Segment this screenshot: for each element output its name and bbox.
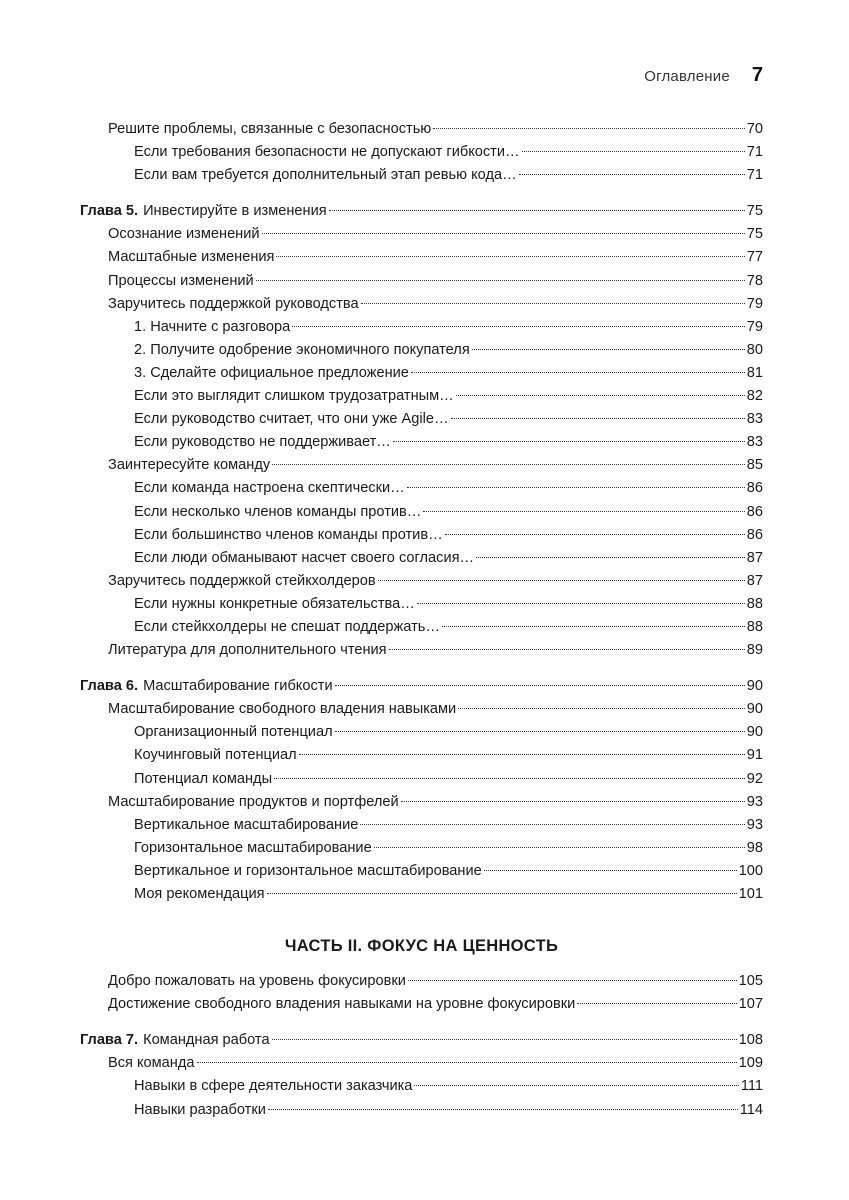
chapter-prefix: Глава 6. (80, 678, 139, 695)
toc-entry-page: 71 (746, 144, 763, 161)
toc-entry-title: Если требования безопасности не допускают гибкости… (134, 144, 520, 161)
toc-entry-page: 79 (746, 318, 763, 335)
toc-entry-title: Достижение свободного владения навыками на уровне фокусировки (108, 996, 576, 1013)
toc-entry-title: Заинтересуйте команду (108, 457, 271, 474)
toc-entry-title: 3. Сделайте официальное предложение (134, 364, 409, 381)
toc-entry-page: 90 (746, 701, 763, 718)
toc-entry-title: Если руководство не поддерживает… (134, 434, 391, 451)
toc-entry (80, 293, 763, 316)
toc-entry (80, 362, 763, 385)
toc-entry (80, 164, 763, 187)
toc-entry-title: Процессы изменений (108, 272, 254, 289)
toc-entry-title: Моя рекомендация (134, 886, 265, 902)
chapter-prefix: Глава 7. (80, 1032, 139, 1049)
dot-leader (414, 1085, 738, 1086)
toc-entry (80, 639, 763, 662)
toc-entry-page: 86 (746, 503, 763, 520)
toc-entry-title: Если стейкхолдеры не спешат поддержать… (134, 618, 440, 635)
dot-leader (411, 372, 745, 373)
toc-entry-title: 1. Начните с разговора (134, 318, 291, 335)
toc-entry-page: 92 (746, 770, 763, 787)
toc-entry-title: Заручитесь поддержкой руководства (108, 295, 359, 312)
toc-entry-title: Коучинговый потенциал (134, 747, 297, 764)
toc-entry-page: 93 (746, 793, 763, 810)
toc-entry (80, 698, 763, 721)
toc-entry (80, 501, 763, 524)
toc-entry (80, 570, 763, 593)
toc-entry-page: 75 (746, 203, 763, 220)
dot-leader (389, 649, 745, 650)
dot-leader (458, 708, 745, 709)
toc-entry-title: Масштабные изменения (108, 249, 275, 266)
toc-entry-title: Если вам требуется дополнительный этап ревью кода… (134, 167, 517, 184)
toc-entry-page: 71 (746, 167, 763, 184)
toc-entry-page: 91 (746, 747, 763, 764)
dot-leader (577, 1003, 736, 1004)
toc-entry-title: Решите проблемы, связанные с безопасностью (108, 121, 432, 137)
toc-entry-title: Добро пожаловать на уровень фокусировки (108, 973, 406, 990)
toc-entry (80, 454, 763, 477)
dot-leader (472, 349, 745, 350)
toc-entry-title: Если большинство членов команды против… (134, 526, 443, 543)
dot-leader (329, 210, 745, 211)
dot-leader (272, 1039, 737, 1040)
toc-entry-title: Вертикальное и горизонтальное масштабирование (134, 862, 482, 879)
toc-entry (80, 477, 763, 500)
dot-leader (272, 464, 745, 465)
toc-entry (80, 316, 763, 339)
page-number: 7 (751, 64, 763, 86)
toc-entry-title: 2. Получите одобрение экономичного покупателя (134, 341, 470, 358)
dot-leader (433, 128, 745, 129)
toc-entry (80, 768, 763, 791)
toc-entry-title: Организационный потенциал (134, 724, 333, 741)
toc-chapter-6 (80, 675, 763, 698)
dot-leader (417, 603, 745, 604)
dot-leader (407, 487, 745, 488)
dot-leader (197, 1062, 737, 1063)
toc-entry (80, 883, 763, 906)
toc-entry-title: Если это выглядит слишком трудозатратным… (134, 388, 454, 405)
toc-entry-page: 77 (746, 249, 763, 266)
toc-entry-title: Если команда настроена скептически… (134, 480, 405, 497)
toc-entry-page: 93 (746, 816, 763, 833)
toc-entry-title: Если люди обманывают насчет своего согласия… (134, 549, 475, 566)
toc-entry (80, 1099, 763, 1122)
toc-entry-page: 87 (746, 549, 763, 566)
toc-entry-title: Навыки разработки (134, 1101, 266, 1118)
dot-leader (335, 685, 745, 686)
toc-entry (80, 1075, 763, 1098)
toc-entry-page: 75 (746, 226, 763, 243)
toc-entry-title: Масштабирование продуктов и портфелей (108, 793, 399, 810)
dot-leader (408, 980, 737, 981)
part-heading: ЧАСТЬ II. ФОКУС НА ЦЕННОСТЬ (284, 937, 559, 956)
toc-entry-page: 98 (746, 839, 763, 856)
toc-entry (80, 385, 763, 408)
chapter-prefix: Глава 5. (80, 203, 139, 220)
toc-entry-page: 88 (746, 618, 763, 635)
dot-leader (361, 303, 745, 304)
toc-entry-title: Если руководство считает, что они уже Agile… (134, 411, 449, 428)
dot-leader (256, 280, 745, 281)
toc-entry-page: 100 (738, 862, 763, 879)
toc-entry-title: Литература для дополнительного чтения (108, 642, 387, 659)
toc-entry (80, 791, 763, 814)
dot-leader (401, 801, 745, 802)
toc-entry (80, 744, 763, 767)
toc-entry-page: 86 (746, 480, 763, 497)
toc-entry-title: Если нужны конкретные обязательства… (134, 595, 415, 612)
dot-leader (335, 731, 745, 732)
dot-leader (442, 626, 745, 627)
toc-entry-title: Осознание изменений (108, 226, 260, 243)
toc-entry-page: 80 (746, 341, 763, 358)
toc-entry-page: 105 (738, 973, 763, 990)
toc-entry-title: Если несколько членов команды против… (134, 503, 422, 520)
toc-entry (80, 270, 763, 293)
dot-leader (451, 418, 745, 419)
toc-entry (80, 339, 763, 362)
toc-entry-page: 82 (746, 388, 763, 405)
toc-entry-page: 87 (746, 572, 763, 589)
dot-leader (360, 824, 744, 825)
toc-entry-page: 107 (738, 996, 763, 1013)
dot-leader (484, 870, 737, 871)
table-of-contents (80, 118, 763, 1122)
dot-leader (299, 754, 745, 755)
toc-entry-page: 89 (746, 642, 763, 659)
dot-leader (522, 151, 745, 152)
chapter-title: Масштабирование гибкости (143, 678, 333, 695)
dot-leader (262, 233, 745, 234)
toc-entry-page: 78 (746, 272, 763, 289)
toc-entry-page: 83 (746, 411, 763, 428)
toc-entry (80, 814, 763, 837)
toc-entry-title: Навыки в сфере деятельности заказчика (134, 1078, 413, 1095)
dot-leader (274, 778, 745, 779)
toc-chapter-7 (80, 1029, 763, 1052)
page-header (644, 64, 763, 87)
running-title: Оглавление (644, 68, 730, 85)
toc-entry-page: 111 (740, 1078, 763, 1095)
toc-entry (80, 721, 763, 744)
toc-entry (80, 431, 763, 454)
toc-entry-page: 83 (746, 434, 763, 451)
toc-entry-page: 114 (739, 1101, 763, 1118)
toc-entry-title: Вертикальное масштабирование (134, 816, 359, 833)
toc-entry (80, 223, 763, 246)
dot-leader (378, 580, 745, 581)
toc-entry-page: 90 (746, 724, 763, 741)
toc-entry (80, 993, 763, 1016)
dot-leader (423, 511, 744, 512)
toc-entry-page: 101 (738, 886, 763, 902)
toc-entry-title: Масштабирование свободного владения навыками (108, 701, 457, 718)
chapter-title: Командная работа (143, 1032, 270, 1049)
toc-entry-page: 86 (746, 526, 763, 543)
toc-entry (80, 246, 763, 269)
dot-leader (292, 326, 745, 327)
toc-entry-page: 108 (738, 1032, 763, 1049)
toc-entry-title: Потенциал команды (134, 770, 273, 787)
dot-leader (374, 847, 745, 848)
chapter-title: Инвестируйте в изменения (143, 203, 327, 220)
toc-entry (80, 593, 763, 616)
dot-leader (456, 395, 745, 396)
toc-entry (80, 141, 763, 164)
toc-entry-page: 70 (746, 121, 763, 137)
toc-entry-title: Вся команда (108, 1055, 195, 1072)
dot-leader (393, 441, 745, 442)
toc-entry (80, 118, 763, 141)
toc-entry (80, 547, 763, 570)
toc-entry (80, 408, 763, 431)
dot-leader (268, 1109, 738, 1110)
toc-entry-page: 81 (746, 364, 763, 381)
toc-entry (80, 1052, 763, 1075)
toc-chapter-5 (80, 200, 763, 223)
dot-leader (519, 174, 745, 175)
dot-leader (476, 557, 745, 558)
toc-entry (80, 524, 763, 547)
toc-entry (80, 837, 763, 860)
dot-leader (267, 893, 737, 894)
toc-entry-page: 88 (746, 595, 763, 612)
toc-entry-page: 79 (746, 295, 763, 312)
toc-entry-page: 109 (738, 1055, 763, 1072)
toc-entry (80, 860, 763, 883)
toc-entry-title: Заручитесь поддержкой стейкхолдеров (108, 572, 376, 589)
toc-entry-page: 85 (746, 457, 763, 474)
toc-entry (80, 970, 763, 993)
toc-entry-page: 90 (746, 678, 763, 695)
toc-entry-title: Горизонтальное масштабирование (134, 839, 372, 856)
toc-entry (80, 616, 763, 639)
dot-leader (445, 534, 745, 535)
dot-leader (276, 256, 744, 257)
